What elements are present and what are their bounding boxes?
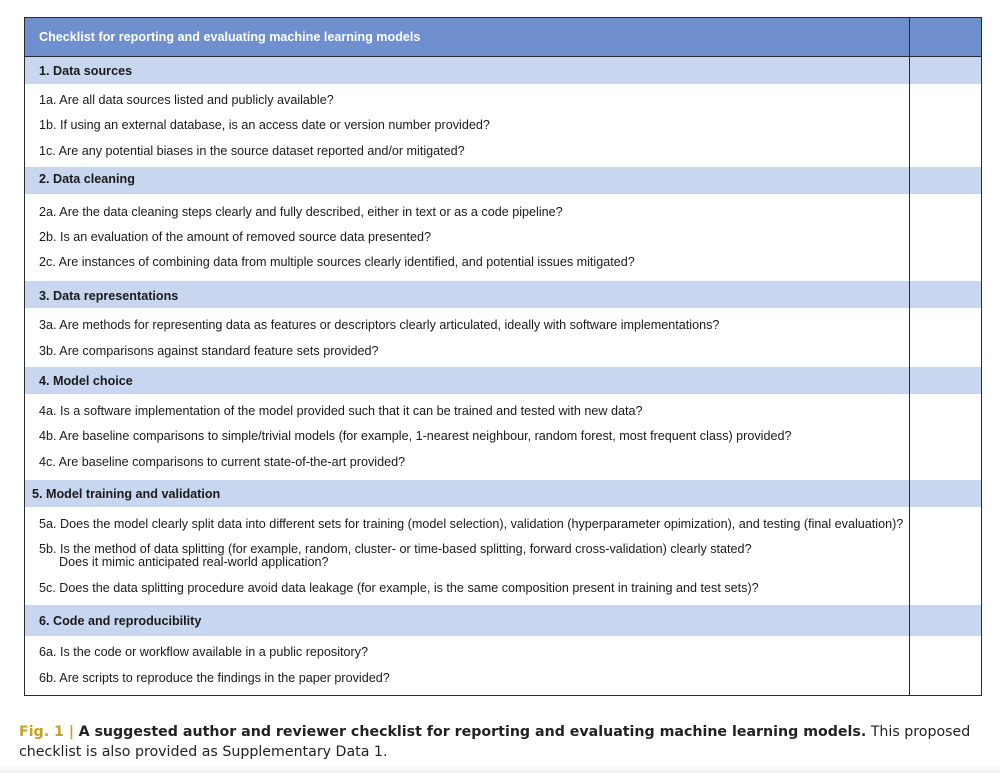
checklist-item: 5b. Is the method of data splitting (for example, random, cluster- or time-based splitting, forward cross-validation) clearly stated? xyxy=(39,542,752,556)
checklist-item: 2a. Are the data cleaning steps clearly and fully described, either in text or as a code pipeline? xyxy=(39,205,563,219)
checklist-item: 6b. Are scripts to reproduce the findings in the paper provided? xyxy=(39,671,390,685)
checklist-item-continuation: Does it mimic anticipated real-world application? xyxy=(59,555,329,569)
figure-label: Fig. 1 | xyxy=(19,724,75,740)
checklist-item: 4b. Are baseline comparisons to simple/trivial models (for example, 1-nearest neighbour, random forest, most frequent class) provided? xyxy=(39,429,792,443)
section-title: 6. Code and reproducibility xyxy=(39,614,202,628)
column-divider xyxy=(909,18,910,695)
checklist-item: 1a. Are all data sources listed and publicly available? xyxy=(39,93,334,107)
section-title: 1. Data sources xyxy=(39,64,133,78)
section-band-4 xyxy=(25,367,981,394)
checklist-item: 2c. Are instances of combining data from multiple sources clearly identified, and potential issues mitigated? xyxy=(39,255,635,269)
table-title: Checklist for reporting and evaluating machine learning models xyxy=(39,30,421,44)
section-band-2 xyxy=(25,167,981,194)
checklist-item: 4c. Are baseline comparisons to current state-of-the-art provided? xyxy=(39,455,406,469)
checklist-item: 1c. Are any potential biases in the source dataset reported and/or mitigated? xyxy=(39,144,465,158)
page-bottom-shadow xyxy=(0,765,1000,773)
caption-title: A suggested author and reviewer checklist for reporting and evaluating machine learning models. xyxy=(78,724,867,740)
caption-text: This proposed checklist is also provided as Supplementary Data 1. xyxy=(19,724,971,760)
checklist-item: 5a. Does the model clearly split data into different sets for training (model selection), validation (hyperparameter opimization), and testing (final evaluation)? xyxy=(39,517,904,531)
section-title: 3. Data representations xyxy=(39,289,179,303)
figure-caption xyxy=(19,722,979,762)
section-title: 5. Model training and validation xyxy=(32,487,221,501)
checklist-item: 3a. Are methods for representing data as features or descriptors clearly articulated, ideally with software implementations? xyxy=(39,318,720,332)
section-title: 2. Data cleaning xyxy=(39,172,135,186)
checklist-item: 3b. Are comparisons against standard feature sets provided? xyxy=(39,344,379,358)
checklist-table xyxy=(24,17,982,696)
section-band-1 xyxy=(25,57,981,84)
section-title: 4. Model choice xyxy=(39,374,133,388)
checklist-item: 4a. Is a software implementation of the model provided such that it can be trained and tested with new data? xyxy=(39,404,643,418)
checklist-item: 5c. Does the data splitting procedure avoid data leakage (for example, is the same composition present in training and test sets)? xyxy=(39,581,759,595)
checklist-item: 2b. Is an evaluation of the amount of removed source data presented? xyxy=(39,230,432,244)
checklist-item: 1b. If using an external database, is an access date or version number provided? xyxy=(39,118,490,132)
checklist-item: 6a. Is the code or workflow available in a public repository? xyxy=(39,645,369,659)
